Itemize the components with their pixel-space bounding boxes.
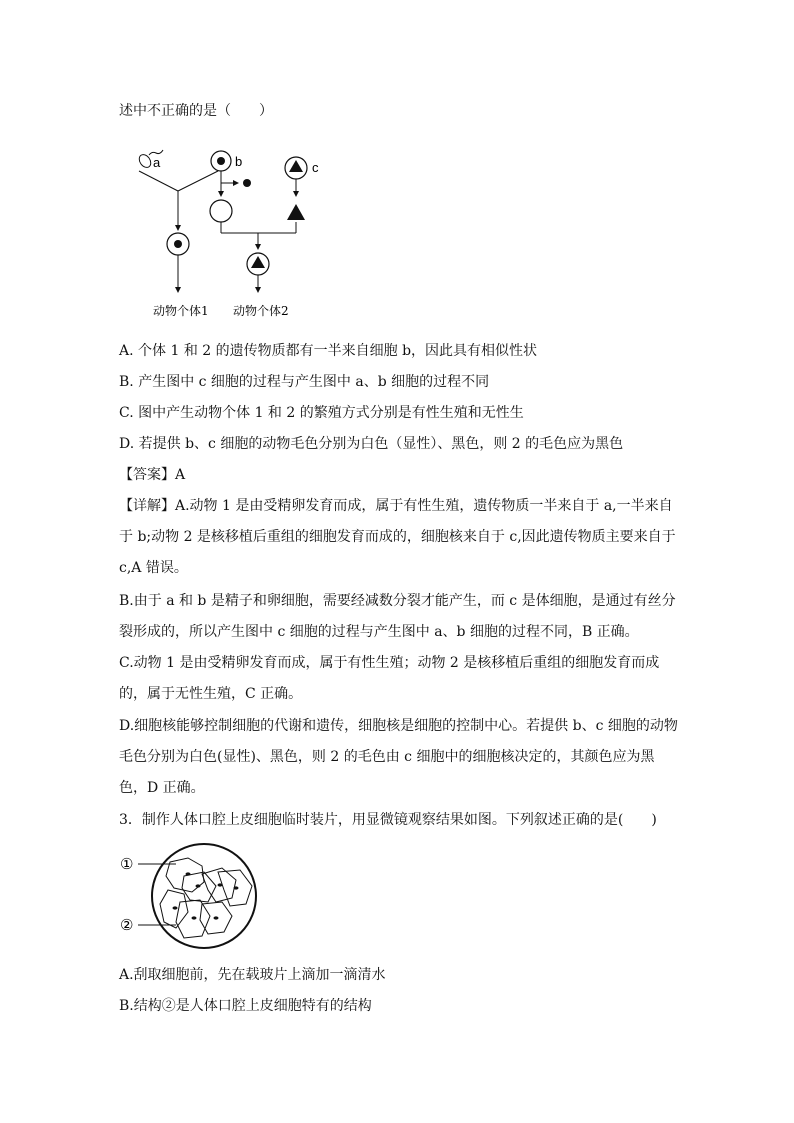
enucleated-egg <box>210 200 232 222</box>
reconstructed-cell <box>247 253 269 275</box>
option-a: A. 个体 1 和 2 的遗传物质都有一半来自细胞 b，因此具有相似性状 <box>119 343 538 359</box>
explanation-line: 色，D 正确。 <box>119 780 205 796</box>
removed-nucleus <box>243 179 251 187</box>
label-a: a <box>153 155 161 170</box>
explanation-line: 于 b;动物 2 是核移植后重组的细胞发育而成的，细胞核来自于 c,因此遗传物质主要来自于 <box>119 529 676 545</box>
explanation-line: 裂形成的，所以产生图中 c 细胞的过程与产生图中 a、b 细胞的过程不同，B 正确。 <box>119 624 639 640</box>
field-of-view <box>152 844 256 948</box>
cell-nuclei <box>173 872 239 919</box>
egg-cell-b <box>211 151 231 171</box>
caption-individual-1: 动物个体1 <box>153 304 209 318</box>
epithelial-cells <box>160 858 252 938</box>
body-cell-c <box>285 157 307 179</box>
explanation-line: D.细胞核能够控制细胞的代谢和遗传，细胞核是细胞的控制中心。若提供 b、c 细胞的动物 <box>119 718 678 734</box>
donor-nucleus <box>287 204 305 220</box>
explanation-line: 毛色分别为白色(显性)、黑色，则 2 的毛色由 c 细胞中的细胞核决定的，其颜色应为黑 <box>119 749 655 765</box>
option-d: D. 若提供 b、c 细胞的动物毛色分别为白色（显性）、黑色，则 2 的毛色应为黑色 <box>119 436 624 452</box>
label-b: b <box>235 154 243 169</box>
label-c: c <box>312 160 319 175</box>
option-b: B. 产生图中 c 细胞的过程与产生图中 a、b 细胞的过程不同 <box>119 374 490 390</box>
question-3-stem: 3．制作人体口腔上皮细胞临时装片，用显微镜观察结果如图。下列叙述正确的是( ) <box>119 812 657 828</box>
q3-option-b: B.结构②是人体口腔上皮细胞特有的结构 <box>119 998 372 1014</box>
label-2: ② <box>120 916 134 934</box>
cloning-diagram <box>125 140 345 325</box>
explanation-line: 的，属于无性生殖，C 正确。 <box>119 686 303 702</box>
explanation-line: C.动物 1 是由受精卵发育而成，属于有性生殖；动物 2 是核移植后重组的细胞发育而成 <box>119 655 660 671</box>
zygote-cell <box>167 233 189 255</box>
q3-option-a: A.刮取细胞前，先在载玻片上滴加一滴清水 <box>119 967 386 983</box>
answer: 【答案】A <box>119 467 186 483</box>
caption-individual-2: 动物个体2 <box>233 304 289 318</box>
microscope-view-figure <box>118 842 278 952</box>
option-c: C. 图中产生动物个体 1 和 2 的繁殖方式分别是有性生殖和无性生 <box>119 405 524 421</box>
explanation-line: c,A 错误。 <box>119 560 188 576</box>
question-stem-tail: 述中不正确的是（ ） <box>119 103 273 119</box>
explanation-line: B.由于 a 和 b 是精子和卵细胞，需要经减数分裂才能产生，而 c 是体细胞，是通过有丝分 <box>119 593 676 609</box>
label-1: ① <box>120 855 134 873</box>
explanation-line: 【详解】A.动物 1 是由受精卵发育而成，属于有性生殖，遗传物质一半来自于 a,一半来自 <box>119 498 673 514</box>
